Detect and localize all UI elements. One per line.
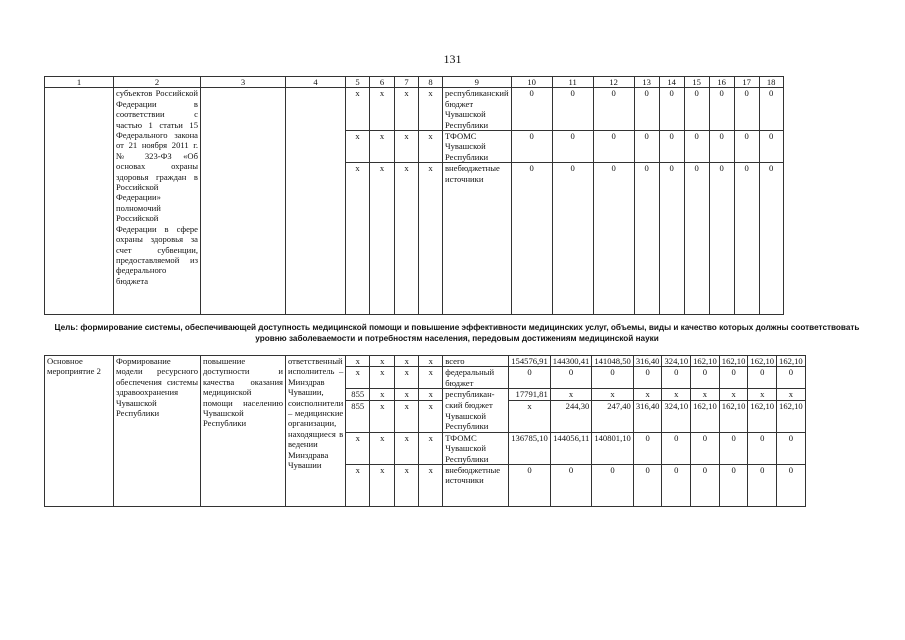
table-cell: x: [662, 389, 691, 400]
header-cell: 8: [419, 77, 443, 88]
table-cell: x: [370, 389, 395, 400]
table-cell: 0: [709, 131, 734, 163]
funding-source: ТФОМС Чувашской Республики: [443, 432, 509, 464]
table-cell: x: [691, 389, 720, 400]
funding-source: федеральный бюджет: [443, 367, 509, 389]
table-cell: 0: [659, 163, 684, 315]
funding-source: ский бюджет Чувашской Республики: [443, 400, 509, 432]
table-cell: x: [633, 389, 662, 400]
table-cell: x: [370, 400, 395, 432]
table-cell: 0: [759, 163, 783, 315]
table-cell: 0: [552, 88, 593, 131]
table-cell: 0: [709, 163, 734, 315]
table-cell: 162,10: [748, 400, 777, 432]
table-cell: 0: [748, 367, 777, 389]
table-cell: 0: [550, 465, 592, 507]
table-cell: 247,40: [592, 400, 634, 432]
table-cell: 154576,91: [509, 356, 551, 367]
table-cell: x: [395, 163, 419, 315]
activity-executors: ответственный исполнитель – Минздрав Чувашии, соисполнители – медицинские организации, находящиеся в ведении Минздрава Чувашии: [286, 356, 346, 507]
table-cell: 855: [346, 400, 370, 432]
header-cell: 17: [734, 77, 759, 88]
page-number: 131: [443, 52, 462, 66]
table-cell: 144300,41: [550, 356, 592, 367]
table-cell: 0: [550, 367, 592, 389]
table-cell: x: [419, 163, 443, 315]
table-cell: x: [370, 88, 395, 131]
table-cell: x: [419, 400, 443, 432]
header-cell: 11: [552, 77, 593, 88]
header-cell: 1: [45, 77, 114, 88]
measure-description: субъектов Российской Федерации в соответствии с частью 1 статьи 15 Федерального закона от 21 ноября 2011 г. № 323-ФЗ «Об основах охраны здоровья граждан в Российской Федерации» полномочий Российской Федерации в сфере охраны здоровья за счет субвенции, предоставляемой из федерального бюджета: [114, 88, 201, 315]
table-cell: x: [550, 389, 592, 400]
table-cell: 0: [734, 131, 759, 163]
table-cell: 162,10: [748, 356, 777, 367]
header-cell: 2: [114, 77, 201, 88]
table-cell: x: [370, 465, 395, 507]
table-cell: 0: [684, 88, 709, 131]
table-cell: 0: [659, 131, 684, 163]
header-cell: 18: [759, 77, 783, 88]
table-cell: 0: [684, 131, 709, 163]
table-cell: 0: [592, 465, 634, 507]
table-cell: 0: [777, 465, 806, 507]
goal-heading: Цель: формирование системы, обеспечивающей доступность медицинской помощи и повышение эффективности медицинских услуг, объемы, виды и качество которых должны соответствовать уровню заболеваемости и потребностям населения, передовым достижениям медицинской науки: [54, 323, 860, 343]
table-cell: 162,10: [719, 400, 748, 432]
table-cell: 0: [719, 465, 748, 507]
table-cell: 140801,10: [592, 432, 634, 464]
table-cell: x: [395, 131, 419, 163]
table-cell: 324,10: [662, 356, 691, 367]
table-cell: 0: [719, 367, 748, 389]
table-cell: 0: [734, 163, 759, 315]
table-cell: 855: [346, 389, 370, 400]
funding-source: республикан-: [443, 389, 509, 400]
table-cell: 0: [511, 131, 552, 163]
funding-source: республиканский бюджет Чувашской Республики: [443, 88, 512, 131]
header-row: [45, 77, 784, 88]
header-cell: 13: [634, 77, 659, 88]
header-cell: 7: [395, 77, 419, 88]
table-cell: x: [346, 88, 370, 131]
table-cell: x: [748, 389, 777, 400]
table-cell: 0: [593, 88, 634, 131]
table-cell: 324,10: [662, 400, 691, 432]
table-cell: 0: [691, 367, 720, 389]
table-cell: x: [509, 400, 551, 432]
table-cell: 0: [777, 432, 806, 464]
header-cell: 14: [659, 77, 684, 88]
header-cell: 15: [684, 77, 709, 88]
header-cell: 3: [201, 77, 286, 88]
table-cell: 0: [662, 465, 691, 507]
table-cell: 244,30: [550, 400, 592, 432]
table-cell: 0: [633, 432, 662, 464]
table-cell: x: [419, 356, 443, 367]
table-cell: 0: [734, 88, 759, 131]
table-cell: x: [370, 367, 395, 389]
table-cell: x: [370, 356, 395, 367]
activity-name: Основное мероприятие 2: [45, 356, 114, 507]
table-cell: x: [370, 432, 395, 464]
table-cell: 0: [509, 367, 551, 389]
header-cell: 10: [511, 77, 552, 88]
table-cell: 0: [634, 131, 659, 163]
table-cell: 316,40: [633, 356, 662, 367]
table-cell: 0: [592, 367, 634, 389]
table-row: [45, 88, 784, 131]
table-cell: 162,10: [719, 356, 748, 367]
header-cell: 16: [709, 77, 734, 88]
funding-table-main-activity: [44, 355, 806, 507]
table-cell: x: [346, 131, 370, 163]
table-cell: x: [370, 163, 395, 315]
table-cell: 0: [511, 88, 552, 131]
table-cell: 0: [552, 131, 593, 163]
table-cell: x: [719, 389, 748, 400]
table-cell: 162,10: [691, 356, 720, 367]
table-cell: 136785,10: [509, 432, 551, 464]
table-cell: x: [777, 389, 806, 400]
table-cell: x: [395, 389, 419, 400]
table-cell: 0: [748, 465, 777, 507]
table-cell: x: [395, 367, 419, 389]
table-cell: x: [346, 432, 370, 464]
table-cell: x: [419, 88, 443, 131]
table-cell: x: [419, 367, 443, 389]
table-cell: x: [419, 432, 443, 464]
table-cell: x: [419, 465, 443, 507]
table-cell: x: [395, 465, 419, 507]
table-cell: 0: [662, 432, 691, 464]
table-cell: 0: [593, 131, 634, 163]
table-cell: 0: [662, 367, 691, 389]
table-cell: x: [346, 163, 370, 315]
table-cell: x: [419, 131, 443, 163]
funding-source: ТФОМС Чувашской Республики: [443, 131, 512, 163]
table-cell: 316,40: [633, 400, 662, 432]
table-cell: 0: [633, 367, 662, 389]
table-row: [45, 356, 806, 367]
header-cell: 4: [286, 77, 346, 88]
table-cell: 0: [691, 432, 720, 464]
activity-description: Формирование модели ресурсного обеспечения системы здравоохранения Чувашской Республики: [114, 356, 201, 507]
table-cell: x: [346, 465, 370, 507]
table-cell: 0: [634, 88, 659, 131]
table-cell: [286, 88, 346, 315]
table-cell: 0: [719, 432, 748, 464]
table-cell: 141048,50: [592, 356, 634, 367]
table-cell: x: [395, 400, 419, 432]
header-cell: 5: [346, 77, 370, 88]
table-cell: x: [395, 432, 419, 464]
table-cell: 144056,11: [550, 432, 592, 464]
table-cell: 0: [593, 163, 634, 315]
table-cell: 0: [691, 465, 720, 507]
table-cell: x: [346, 367, 370, 389]
table-cell: 0: [552, 163, 593, 315]
table-cell: [45, 88, 114, 315]
table-cell: 0: [748, 432, 777, 464]
table-cell: 0: [633, 465, 662, 507]
header-cell: 12: [593, 77, 634, 88]
funding-source: внебюджетные источники: [443, 163, 512, 315]
funding-table-top: [44, 76, 784, 315]
table-cell: 0: [684, 163, 709, 315]
table-cell: 0: [509, 465, 551, 507]
activity-result: повышение доступности и качества оказания медицинской помощи населению Чувашской Республики: [201, 356, 286, 507]
table-cell: x: [346, 356, 370, 367]
header-cell: 6: [370, 77, 395, 88]
table-cell: x: [395, 356, 419, 367]
table-cell: 162,10: [777, 400, 806, 432]
table-cell: 162,10: [777, 356, 806, 367]
table-cell: 17791,81: [509, 389, 551, 400]
table-cell: x: [419, 389, 443, 400]
header-cell: 9: [443, 77, 512, 88]
funding-source: всего: [443, 356, 509, 367]
table-cell: 162,10: [691, 400, 720, 432]
funding-source: внебюджетные источники: [443, 465, 509, 507]
table-cell: 0: [759, 88, 783, 131]
table-cell: x: [592, 389, 634, 400]
table-cell: 0: [759, 131, 783, 163]
table-cell: 0: [511, 163, 552, 315]
table-cell: 0: [659, 88, 684, 131]
table-cell: [201, 88, 286, 315]
table-cell: x: [395, 88, 419, 131]
table-cell: x: [370, 131, 395, 163]
table-cell: 0: [709, 88, 734, 131]
table-cell: 0: [634, 163, 659, 315]
table-cell: 0: [777, 367, 806, 389]
